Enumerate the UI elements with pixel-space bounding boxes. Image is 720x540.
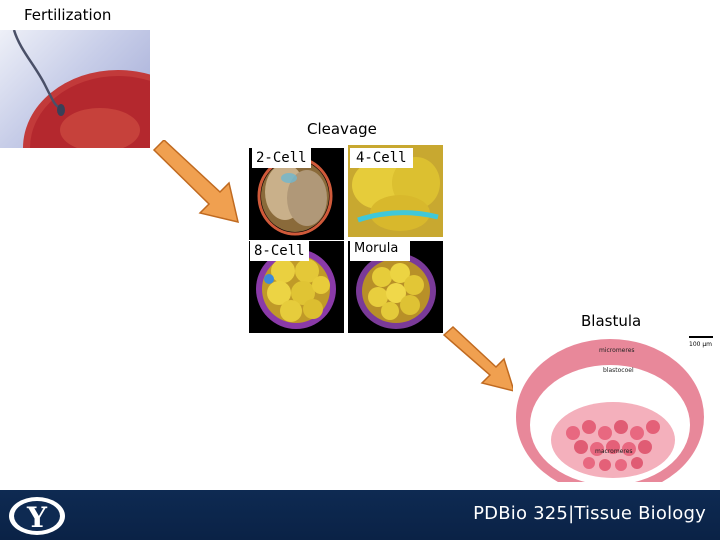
- blastula-macromeres-label: macromeres: [595, 448, 633, 455]
- eight-cell-label: 8-Cell: [250, 241, 309, 261]
- fertilization-title: Fertilization: [24, 6, 112, 24]
- byu-logo-letter: Y: [27, 501, 47, 534]
- byu-logo-icon: [6, 494, 68, 538]
- four-cell-label: 4-Cell: [350, 148, 413, 168]
- two-cell-label: 2-Cell: [252, 148, 311, 168]
- blastula-title: Blastula: [581, 312, 642, 330]
- blastula-blastocoel-label: blastocoel: [603, 367, 634, 374]
- blastula-image: [513, 335, 715, 482]
- course-title: PDBio 325|Tissue Biology: [473, 503, 706, 524]
- arrow-to-blastula: [440, 325, 520, 395]
- blastula-micromeres-label: micromeres: [599, 347, 635, 354]
- arrow-to-cleavage: [150, 140, 250, 230]
- morula-label: Morula: [350, 239, 410, 261]
- fertilization-image: [0, 30, 150, 148]
- cleavage-title: Cleavage: [307, 120, 377, 138]
- blastula-scale: 100 µm: [689, 341, 713, 348]
